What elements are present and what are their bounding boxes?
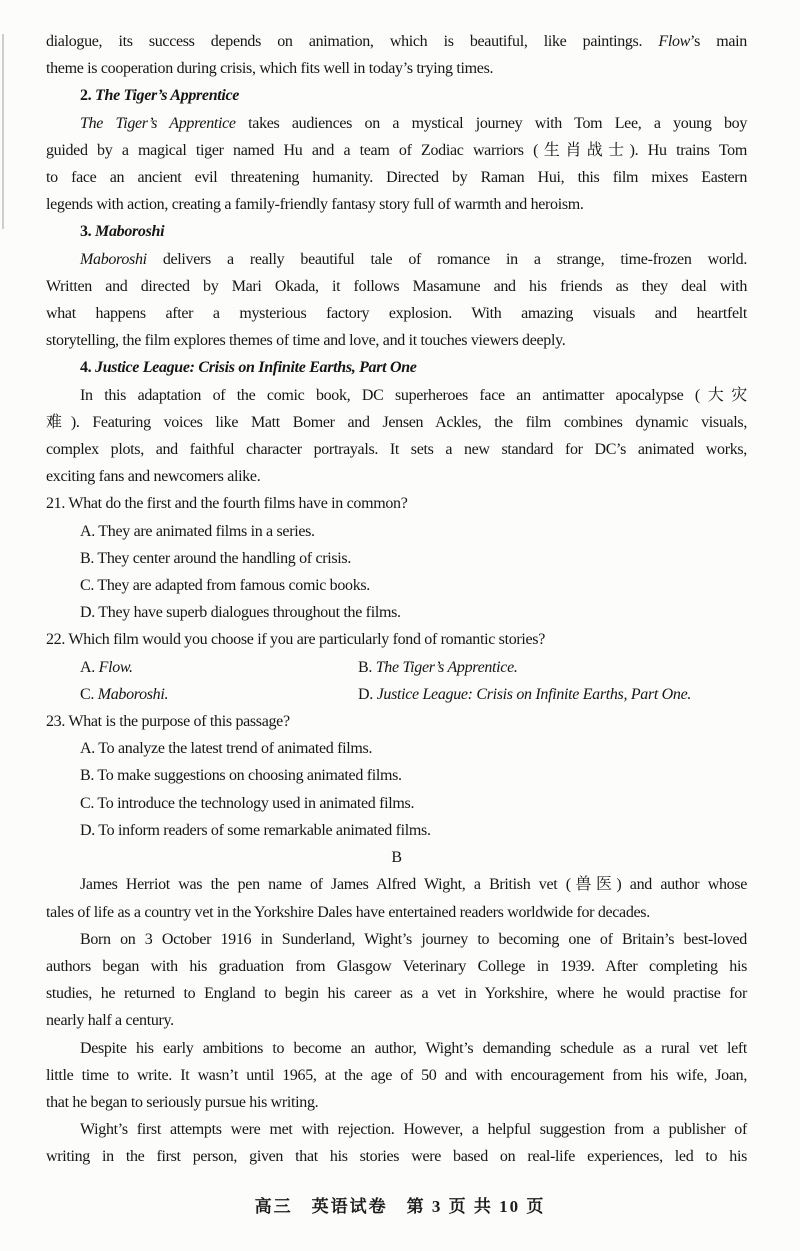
film-3-heading [46, 218, 747, 245]
text-segment: In this adaptation of the comic book, DC superheroes face an antimatter apocalypse (大灾 [80, 386, 747, 404]
text-segment: 21. What do the first and the fourth films have in common? [46, 495, 408, 513]
passage-b-line-9 [46, 1089, 747, 1116]
question-23 [46, 708, 747, 735]
text-segment: C. To introduce the technology used in animated films. [80, 794, 415, 812]
passage-b-line-8 [46, 1062, 747, 1089]
text-segment: storytelling, the film explores themes of time and love, and it touches viewers deeply. [46, 332, 566, 350]
passage-a-line-1 [46, 28, 747, 55]
question-22-options-ab-right [358, 654, 518, 681]
text-segment: what happens after a mysterious factory explosion. With amazing visuals and heartfelt [46, 305, 747, 323]
passage-b-line-10 [46, 1116, 747, 1143]
document-body [46, 28, 747, 1171]
question-23-option-a [46, 735, 747, 762]
film-3-line-2 [46, 273, 747, 300]
text-segment: A. [80, 658, 99, 676]
text-segment: B. [358, 658, 376, 676]
text-segment: little time to write. It wasn’t until 1965, at the age of 50 and with encouragement from his wife, Joan, [46, 1066, 747, 1084]
question-22-options-ab-left [80, 659, 133, 676]
text-segment: guided by a magical tiger named Hu and a team of Zodiac warriors (生肖战士). Hu trains Tom [46, 141, 747, 159]
question-22-options-ab [46, 654, 747, 681]
text-segment: Flow [658, 33, 691, 50]
question-22 [46, 626, 747, 653]
text-segment: A. They are animated films in a series. [80, 522, 315, 540]
text-segment: Maboroshi [80, 250, 147, 268]
passage-b-line-6 [46, 1007, 747, 1034]
text-segment: takes audiences on a mystical journey with Tom Lee, a young boy [235, 114, 747, 132]
text-segment: C. [80, 685, 98, 703]
text-segment: ’s main [690, 33, 747, 50]
text-segment: A. To analyze the latest trend of animated films. [80, 740, 373, 758]
text-segment: The Tiger’s Apprentice. [375, 658, 518, 676]
question-22-options-cd-right [358, 681, 691, 708]
text-segment: writing in the first person, given that his stories were based on real-life experiences, led to his [46, 1148, 747, 1166]
text-segment: delivers a really beautiful tale of romance in a strange, time-frozen world. [146, 250, 747, 268]
text-segment: legends with action, creating a family-friendly fantasy story full of warmth and heroism. [46, 196, 584, 214]
passage-b-line-3 [46, 926, 747, 953]
text-segment: to face an ancient evil threatening humanity. Directed by Raman Hui, this film mixes Eastern [46, 169, 747, 187]
film-2-heading [46, 82, 747, 109]
film-4-heading [46, 354, 747, 381]
passage-b-line-2 [46, 899, 747, 926]
text-segment: Written and directed by Mari Okada, it follows Masamune and his friends as they deal with [46, 277, 747, 295]
page-footer: 高三 英语试卷 第 3 页 共 10 页 [254, 1197, 546, 1216]
question-22-options-cd-left [80, 686, 168, 703]
question-21 [46, 490, 747, 517]
text-segment: tales of life as a country vet in the Yorkshire Dales have entertained readers worldwide for decades. [46, 903, 650, 921]
passage-b-line-1 [46, 871, 747, 898]
passage-b-line-7 [46, 1035, 747, 1062]
text-segment: D. To inform readers of some remarkable animated films. [80, 821, 431, 839]
text-segment: B. They center around the handling of crisis. [80, 549, 352, 567]
text-segment: dialogue, its success depends on animation, which is beautiful, like paintings. [46, 33, 659, 50]
question-22-options-cd [46, 681, 747, 708]
text-segment: B. To make suggestions on choosing animated films. [80, 767, 402, 785]
text-segment: 3. [80, 223, 96, 241]
text-segment: Justice League: Crisis on Infinite Earths, Part One. [376, 685, 692, 703]
film-2-line-3 [46, 164, 747, 191]
question-21-option-d [46, 599, 747, 626]
text-segment: 23. What is the purpose of this passage? [46, 713, 290, 731]
text-segment: 4. [80, 359, 96, 377]
scan-artifact [2, 34, 4, 229]
question-21-option-a [46, 518, 747, 545]
film-2-line-4 [46, 191, 747, 218]
text-segment: The Tiger’s Apprentice [80, 114, 236, 132]
text-segment: complex plots, and faithful character portrayals. It sets a new standard for DC’s animated works, [46, 441, 747, 459]
text-segment: Born on 3 October 1916 in Sunderland, Wight’s journey to becoming one of Britain’s best-loved [80, 930, 747, 948]
text-segment: authors began with his graduation from Glasgow Veterinary College in 1939. After completing his [46, 957, 747, 975]
film-3-line-1 [46, 246, 747, 273]
film-4-line-1 [46, 382, 747, 409]
film-3-line-3 [46, 300, 747, 327]
text-segment: B [391, 849, 402, 867]
text-segment: D. [358, 685, 377, 703]
passage-b-line-11 [46, 1143, 747, 1170]
text-segment: theme is cooperation during crisis, which fits well in today’s trying times. [46, 60, 494, 78]
text-segment: James Herriot was the pen name of James Alfred Wight, a British vet (兽医) and author whose [80, 876, 747, 894]
text-segment: nearly half a century. [46, 1012, 174, 1030]
passage-a-line-2 [46, 55, 747, 82]
text-segment: exciting fans and newcomers alike. [46, 468, 261, 486]
film-2-line-2 [46, 137, 747, 164]
film-4-line-3 [46, 436, 747, 463]
text-segment: Despite his early ambitions to become an author, Wight’s demanding schedule as a rural vet left [80, 1039, 747, 1057]
film-4-line-2 [46, 409, 747, 436]
question-21-option-c [46, 572, 747, 599]
text-segment: Maboroshi [95, 223, 165, 241]
text-segment: 难). Featuring voices like Matt Bomer and Jensen Ackles, the film combines dynamic visuals, [46, 413, 747, 431]
passage-b-line-5 [46, 980, 747, 1007]
text-segment: studies, he returned to England to begin his career as a vet in Yorkshire, where he would practise for [46, 985, 747, 1003]
text-segment: Wight’s first attempts were met with rejection. However, a helpful suggestion from a publisher of [80, 1121, 747, 1139]
film-4-line-4 [46, 463, 747, 490]
text-segment: Justice League: Crisis on Infinite Earths, Part One [95, 359, 417, 377]
text-segment: 22. Which film would you choose if you are particularly fond of romantic stories? [46, 631, 545, 649]
text-segment: that he began to seriously pursue his writing. [46, 1093, 319, 1111]
question-23-option-d [46, 817, 747, 844]
film-3-line-4 [46, 327, 747, 354]
film-2-line-1 [46, 110, 747, 137]
question-21-option-b [46, 545, 747, 572]
text-segment: 2. [80, 87, 96, 105]
text-segment: The Tiger’s Apprentice [95, 87, 240, 105]
text-segment: C. They are adapted from famous comic books. [80, 577, 370, 595]
text-segment: Flow. [98, 658, 133, 676]
section-b-heading [46, 844, 747, 871]
question-23-option-c [46, 790, 747, 817]
question-23-option-b [46, 762, 747, 789]
text-segment: Maboroshi. [97, 685, 169, 703]
text-segment: D. They have superb dialogues throughout the films. [80, 604, 401, 622]
passage-b-line-4 [46, 953, 747, 980]
